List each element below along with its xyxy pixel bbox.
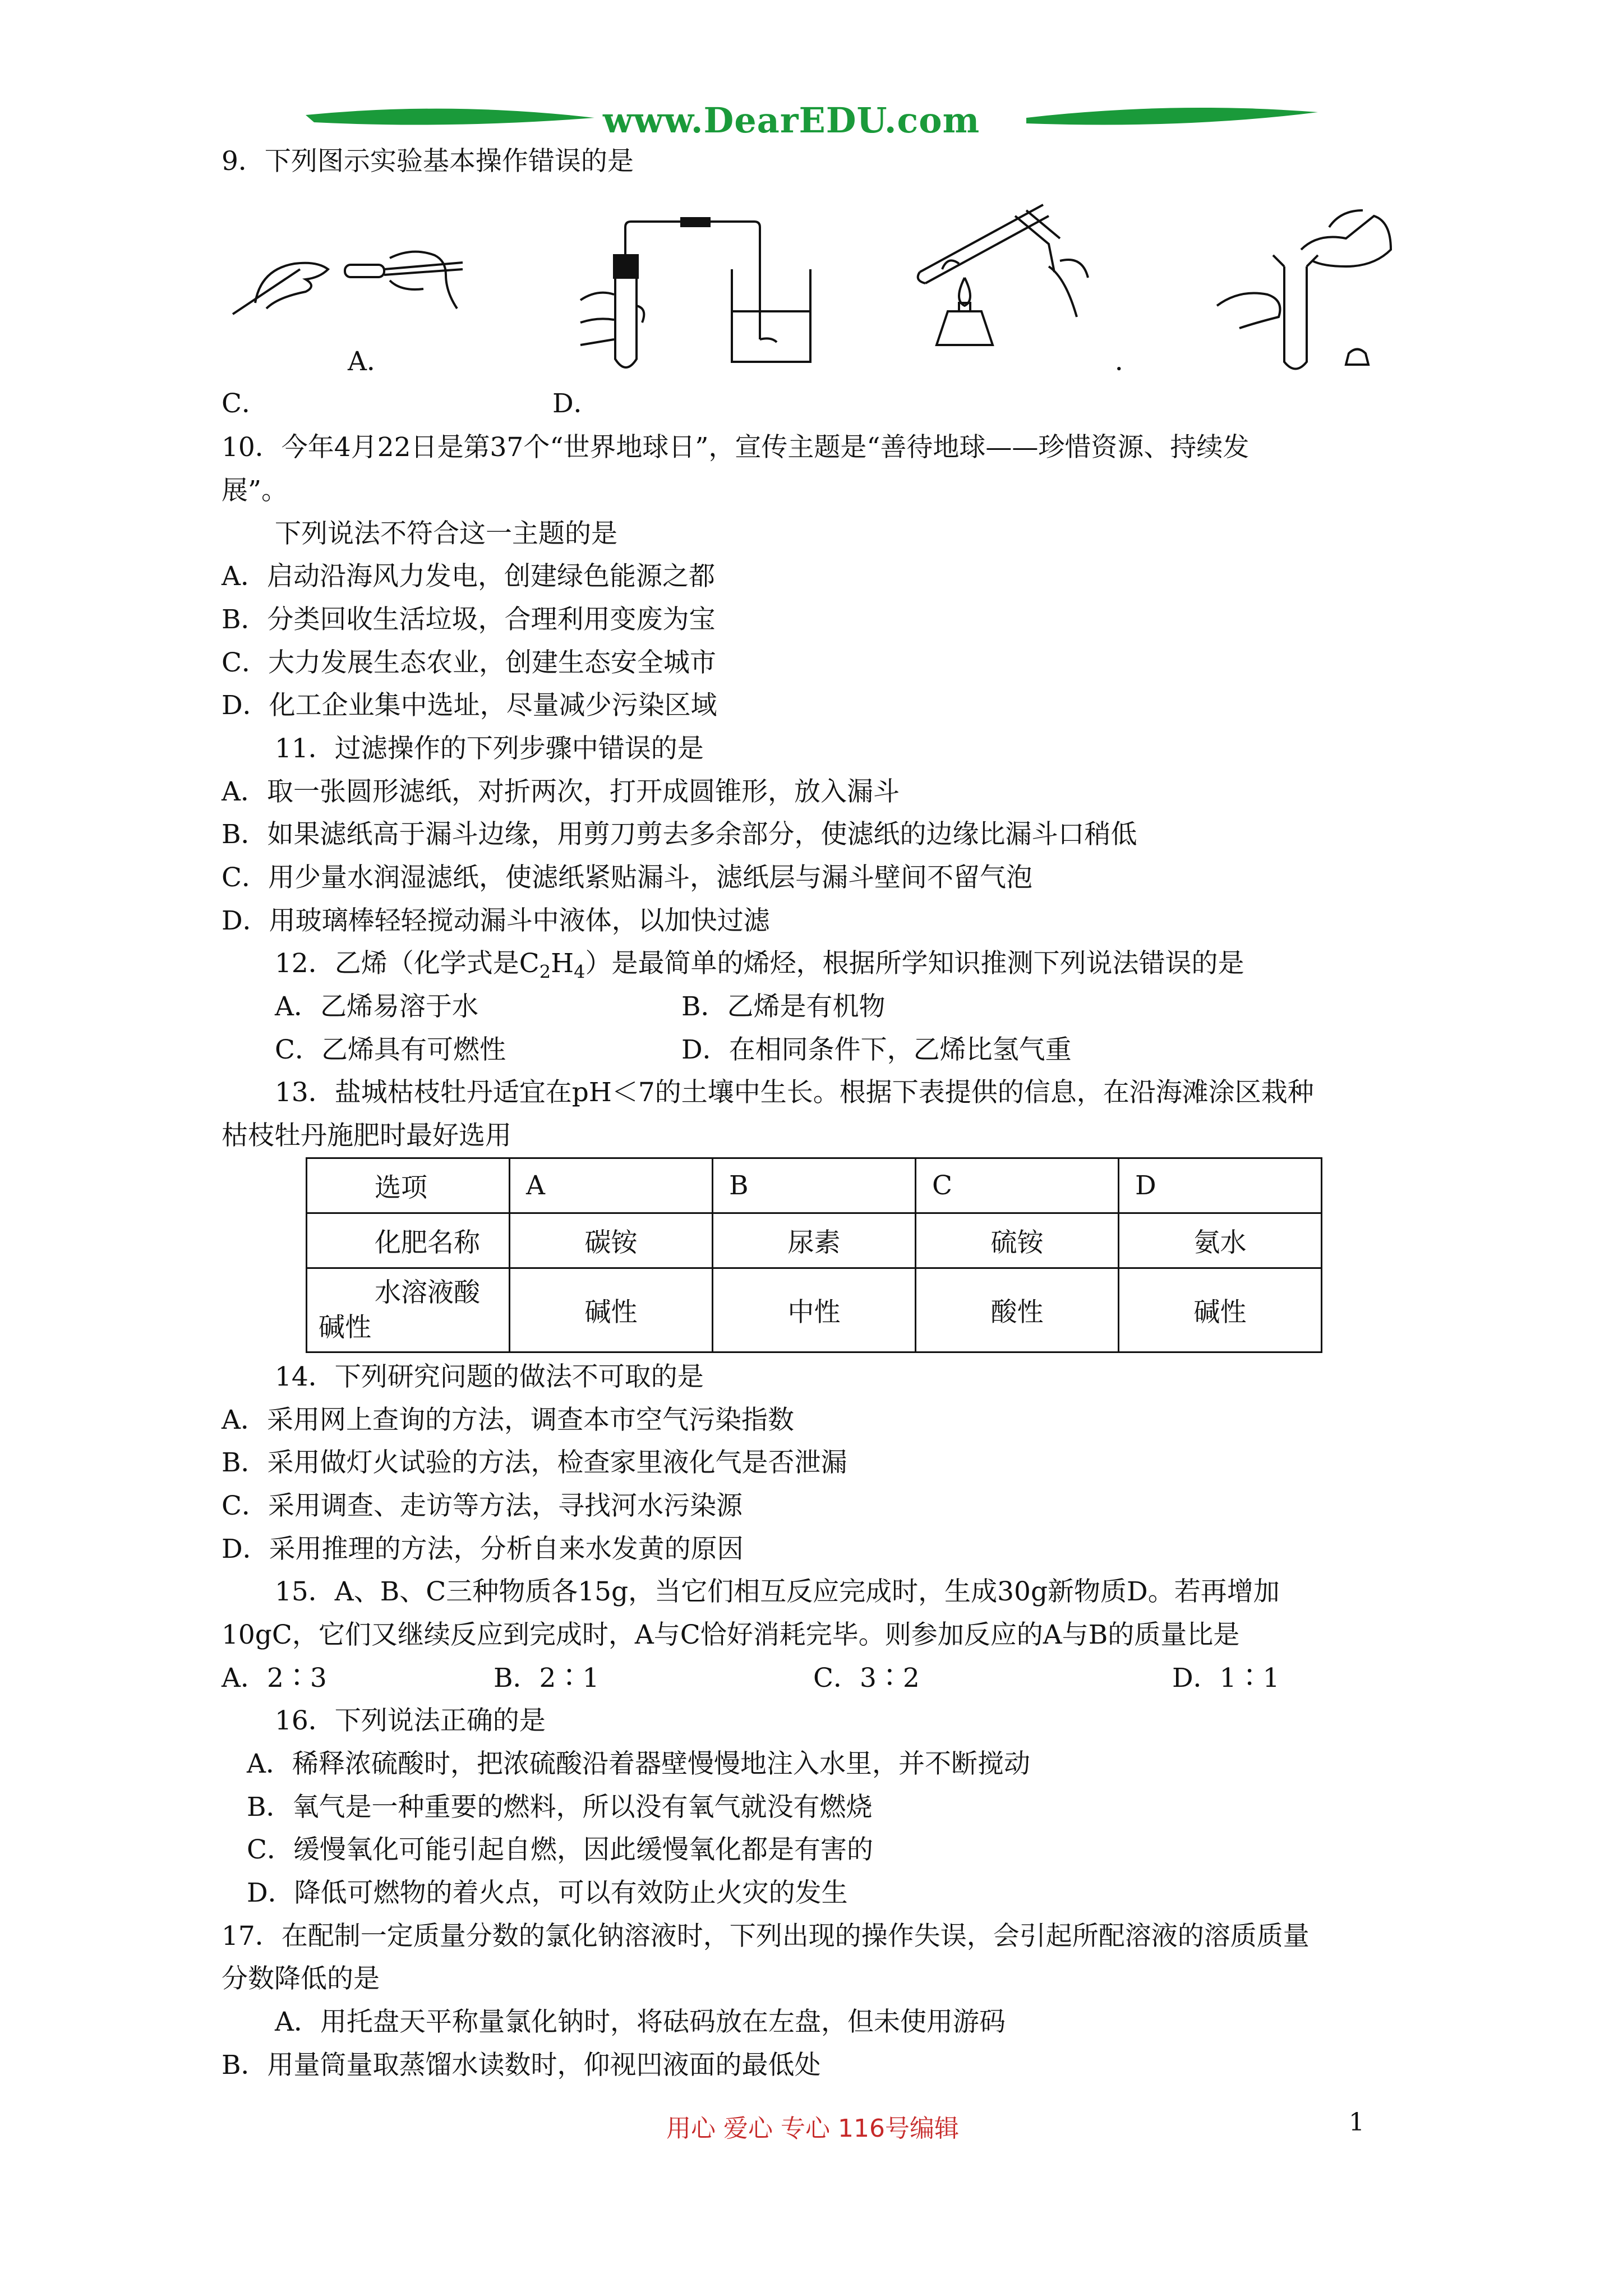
q16-stem: 16．下列说法正确的是 bbox=[275, 1705, 546, 1736]
site-logo-text: www.DearEDU.com bbox=[603, 100, 980, 141]
q10-line2: 展”。 bbox=[222, 475, 288, 506]
q16-option-d: D．降低可燃物的着火点，可以有效防止火灾的发生 bbox=[247, 1878, 848, 1908]
figure-d-label: D． bbox=[552, 388, 600, 419]
q12-stem-pre: 12．乙烯（化学式是C bbox=[275, 948, 540, 979]
q12-option-b: B．乙烯是有机物 bbox=[681, 991, 886, 1022]
q12-stem-mid: H bbox=[551, 948, 574, 979]
q12-option-c: C．乙烯具有可燃性 bbox=[275, 1034, 506, 1065]
q16-option-b: B．氧气是一种重要的燃料，所以没有氧气就没有燃烧 bbox=[247, 1792, 873, 1823]
footer-text: 用心 爱心 专心 116号编辑 bbox=[666, 2114, 959, 2143]
q12-option-a: A．乙烯易溶于水 bbox=[275, 991, 478, 1022]
q11-option-a: A．取一张圆形滤纸，对折两次，打开成圆锥形，放入漏斗 bbox=[222, 776, 900, 807]
page-number: 1 bbox=[1349, 2108, 1364, 2137]
figure-a-label: A． bbox=[348, 346, 393, 377]
q14-option-c: C．采用调查、走访等方法，寻找河水污染源 bbox=[222, 1490, 743, 1521]
q16-option-c: C．缓慢氧化可能引起自燃，因此缓慢氧化都是有害的 bbox=[247, 1834, 873, 1865]
q10-option-a: A．启动沿海风力发电，创建绿色能源之都 bbox=[222, 561, 715, 592]
table-cell: 硫铵 bbox=[916, 1213, 1119, 1268]
q11-option-b: B．如果滤纸高于漏斗边缘，用剪刀剪去多余部分，使滤纸的边缘比漏斗口稍低 bbox=[222, 819, 1137, 850]
q17-line1: 17．在配制一定质量分数的氯化钠溶液时，下列出现的操作失误，会引起所配溶液的溶质质量 bbox=[222, 1921, 1310, 1952]
q12-subscript-2: 4 bbox=[574, 961, 585, 983]
q13-line1: 13．盐城枯枝牡丹适宜在pH＜7的土壤中生长。根据下表提供的信息，在沿海滩涂区栽种 bbox=[275, 1077, 1314, 1108]
table-cell: 化肥名称 bbox=[307, 1213, 510, 1268]
figure-c-label: C． bbox=[222, 388, 268, 419]
fertilizer-table bbox=[306, 1157, 1322, 1353]
q9-stem: 9．下列图示实验基本操作错误的是 bbox=[222, 146, 634, 177]
table-row bbox=[307, 1158, 1322, 1213]
q15-line1: 15．A、B、C三种物质各15g，当它们相互反应完成时，生成30g新物质D。若再增加 bbox=[275, 1576, 1280, 1607]
q15-option-a: A．2∶3 bbox=[222, 1663, 327, 1694]
table-cell: A bbox=[510, 1158, 713, 1213]
q16-option-a: A．稀释浓硫酸时，把浓硫酸沿着器壁慢慢地注入水里，并不断搅动 bbox=[247, 1749, 1030, 1779]
q17-option-b: B．用量筒量取蒸馏水读数时，仰视凹液面的最低处 bbox=[222, 2050, 821, 2081]
q15-option-d: D．1∶1 bbox=[1172, 1663, 1280, 1694]
row3-header-line2: 碱性 bbox=[319, 1312, 371, 1343]
table-cell: 碱性 bbox=[1119, 1268, 1322, 1352]
table-cell: 酸性 bbox=[916, 1268, 1119, 1352]
table-cell bbox=[307, 1268, 510, 1352]
figure-b-dot: ． bbox=[1115, 346, 1141, 377]
q10-line1: 10．今年4月22日是第37个“世界地球日”，宣传主题是“善待地球——珍惜资源、持续发 bbox=[222, 432, 1249, 463]
q13-line2: 枯枝牡丹施肥时最好选用 bbox=[222, 1120, 511, 1151]
figure-a-glass-tube-connection bbox=[222, 236, 479, 325]
q17-option-a: A．用托盘天平称量氯化钠时，将砝码放在左盘，但未使用游码 bbox=[275, 2007, 1006, 2037]
table-cell: C bbox=[916, 1158, 1119, 1213]
table-cell: B bbox=[713, 1158, 916, 1213]
figure-b-airtightness-check bbox=[564, 210, 822, 379]
figure-c-heating-test-tube bbox=[909, 194, 1099, 362]
q10-option-d: D．化工企业集中选址，尽量减少污染区域 bbox=[222, 690, 717, 721]
q12-subscript-1: 2 bbox=[539, 961, 551, 983]
table-cell: 中性 bbox=[713, 1268, 916, 1352]
q12-stem bbox=[275, 947, 1244, 988]
q10-option-c: C．大力发展生态农业，创建生态安全城市 bbox=[222, 647, 716, 678]
table-row bbox=[307, 1213, 1322, 1268]
q11-option-d: D．用玻璃棒轻轻搅动漏斗中液体，以加快过滤 bbox=[222, 905, 770, 936]
q11-stem: 11．过滤操作的下列步骤中错误的是 bbox=[275, 733, 704, 764]
table-cell: 选项 bbox=[307, 1158, 510, 1213]
figure-d-pouring-liquid bbox=[1206, 194, 1408, 379]
q15-line2: 10gC，它们又继续反应到完成时，A与C恰好消耗完毕。则参加反应的A与B的质量比是 bbox=[222, 1619, 1240, 1650]
q14-option-a: A．采用网上查询的方法，调查本市空气污染指数 bbox=[222, 1405, 794, 1435]
q12-stem-post: ）是最简单的烯烃，根据所学知识推测下列说法错误的是 bbox=[585, 948, 1244, 979]
q15-option-c: C．3∶2 bbox=[813, 1663, 920, 1694]
q17-line2: 分数降低的是 bbox=[222, 1963, 380, 1994]
row3-header-line1: 水溶液酸 bbox=[375, 1277, 480, 1308]
table-cell: 碱性 bbox=[510, 1268, 713, 1352]
q10-line3: 下列说法不符合这一主题的是 bbox=[275, 518, 617, 549]
table-cell: D bbox=[1119, 1158, 1322, 1213]
q14-stem: 14．下列研究问题的做法不可取的是 bbox=[275, 1361, 704, 1392]
table-cell: 尿素 bbox=[713, 1213, 916, 1268]
q12-option-d: D．在相同条件下，乙烯比氢气重 bbox=[681, 1034, 1072, 1065]
table-row bbox=[307, 1268, 1322, 1352]
q10-option-b: B．分类回收生活垃圾，合理利用变废为宝 bbox=[222, 604, 716, 635]
q14-option-d: D．采用推理的方法，分析自来水发黄的原因 bbox=[222, 1534, 744, 1565]
table-cell: 氨水 bbox=[1119, 1213, 1322, 1268]
q15-option-b: B．2∶1 bbox=[494, 1663, 600, 1694]
q14-option-b: B．采用做灯火试验的方法，检查家里液化气是否泄漏 bbox=[222, 1447, 847, 1478]
table-cell: 碳铵 bbox=[510, 1213, 713, 1268]
q11-option-c: C．用少量水润湿滤纸，使滤纸紧贴漏斗，滤纸层与漏斗壁间不留气泡 bbox=[222, 862, 1032, 893]
